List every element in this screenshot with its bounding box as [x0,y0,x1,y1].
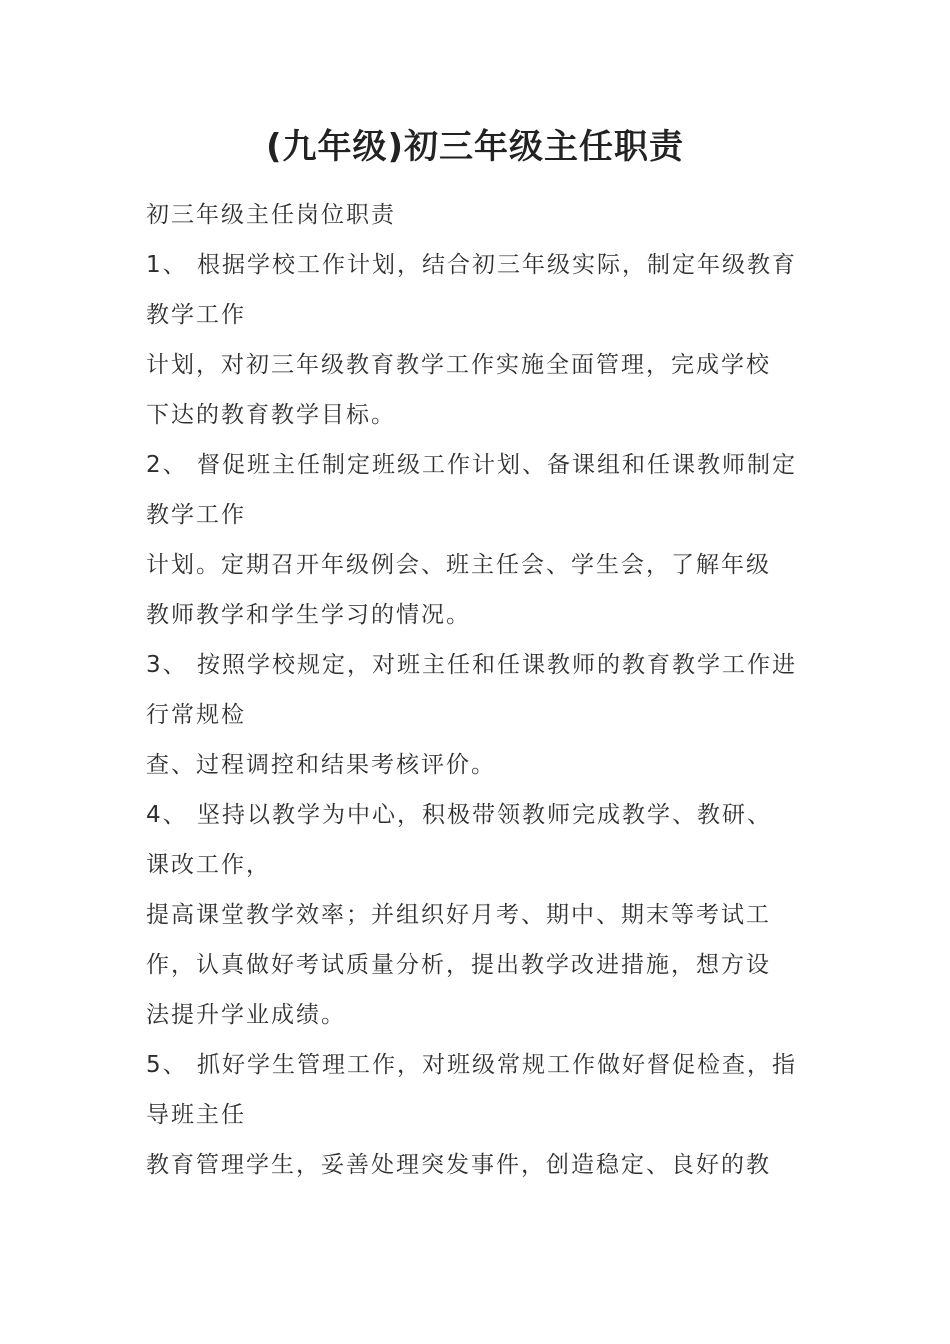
body-line: 下达的教育教学目标。 [146,402,396,428]
body-line: 3、 按照学校规定，对班主任和任课教师的教育教学工作进 [146,652,797,678]
body-line: 2、 督促班主任制定班级工作计划、备课组和任课教师制定 [146,452,797,478]
body-line: 计划。定期召开年级例会、班主任会、学生会，了解年级 [146,552,771,578]
document-title: (九年级)初三年级主任职责 [265,127,685,167]
body-line: 行常规检 [146,702,246,728]
body-line: 初三年级主任岗位职责 [146,202,396,228]
body-line: 作，认真做好考试质量分析，提出教学改进措施，想方设 [146,952,771,978]
body-line: 提高课堂教学效率；并组织好月考、期中、期末等考试工 [146,902,771,928]
body-line: 教学工作 [146,502,246,528]
body-line: 课改工作， [146,852,271,878]
body-line: 法提升学业成绩。 [146,1002,346,1028]
body-line: 5、 抓好学生管理工作，对班级常规工作做好督促检查，指 [146,1052,797,1078]
body-line: 教学工作 [146,302,246,328]
body-line: 导班主任 [146,1102,246,1128]
body-line: 查、过程调控和结果考核评价。 [146,752,496,778]
body-line: 1、 根据学校工作计划，结合初三年级实际，制定年级教育 [146,252,797,278]
body-line: 4、 坚持以教学为中心，积极带领教师完成教学、教研、 [146,802,772,828]
body-line: 教育管理学生，妥善处理突发事件，创造稳定、良好的教 [146,1152,771,1178]
document-body [146,190,826,1190]
body-line: 计划，对初三年级教育教学工作实施全面管理，完成学校 [146,352,771,378]
body-line: 教师教学和学生学习的情况。 [146,602,471,628]
